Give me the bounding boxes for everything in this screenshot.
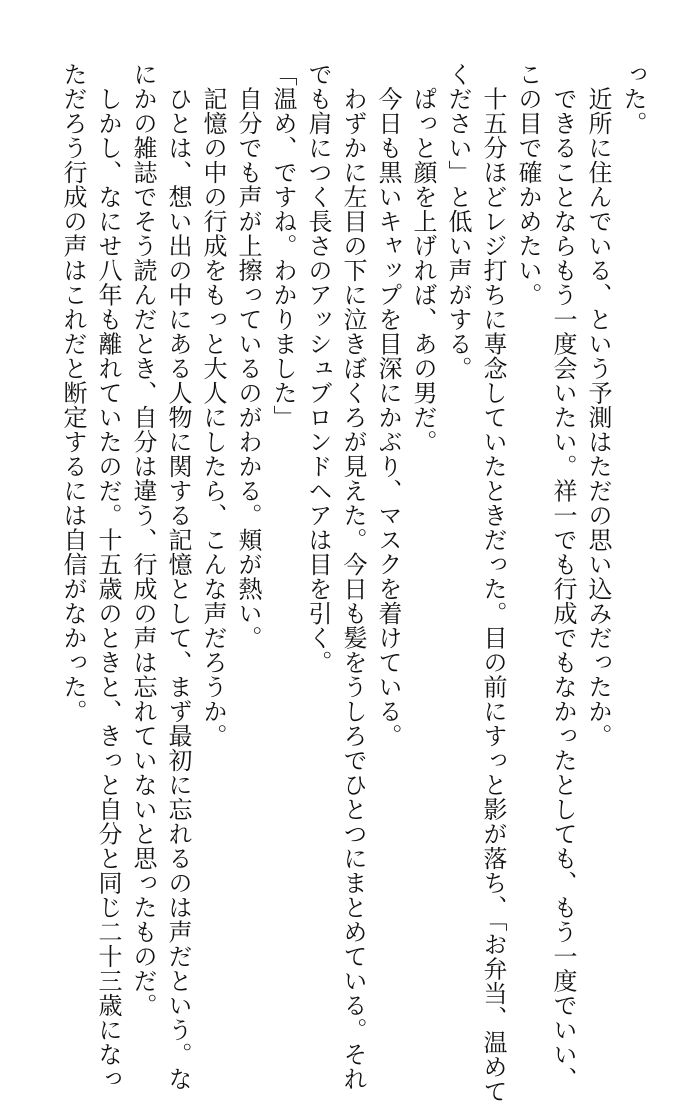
text-line: しかし、なにせ八年も離れていたのだ。十五歳のときと、きっと自分と同じ二十三歳になっ <box>94 62 122 1091</box>
text-line: ひとは、想い出の中にある人物に関する記憶として、まず最初に忘れるのは声だという。な <box>164 62 192 1091</box>
text-line: ください」と低い声がする。 <box>444 62 472 381</box>
text-line: わずかに左目の下に泣きぼくろが見えた。今日も髪をうしろでひとつにまとめている。それ <box>339 62 367 1091</box>
text-line: 「温め、ですね。わかりました」 <box>269 62 297 430</box>
text-line: 今日も黒いキャップを目深にかぶり、マスクを着けている。 <box>374 62 402 748</box>
text-line: この目で確かめたい。 <box>514 62 542 307</box>
text-line: できることならもう一度会いたい。祥一でも行成でもなかったとしても、もう一度でいい、 <box>549 62 577 1091</box>
text-line: 近所に住んでいる、という予測はただの思い込みだったか。 <box>584 62 612 748</box>
text-line: 十五分ほどレジ打ちに専念していたときだった。目の前にすっと影が落ち、「お弁当、温めて <box>479 62 507 1104</box>
text-line: ただろう行成の声はこれだと断定するには自信がなかった。 <box>59 62 87 724</box>
text-line: ぱっと顔を上げれば、あの男だ。 <box>409 62 437 454</box>
text-line: 自分でも声が上擦っているのがわかる。頬が熱い。 <box>234 62 262 650</box>
text-line: でも肩につく長さのアッシュブロンドヘアは目を引く。 <box>304 62 332 675</box>
text-line: にかの雑誌でそう読んだとき、自分は違う、行成の声は忘れていないと思ったものだ。 <box>129 62 157 1018</box>
text-line: った。 <box>619 62 647 136</box>
vertical-text-body <box>30 62 650 1104</box>
text-line: 記憶の中の行成をもっと大人にしたら、こんな声だろうか。 <box>199 62 227 748</box>
